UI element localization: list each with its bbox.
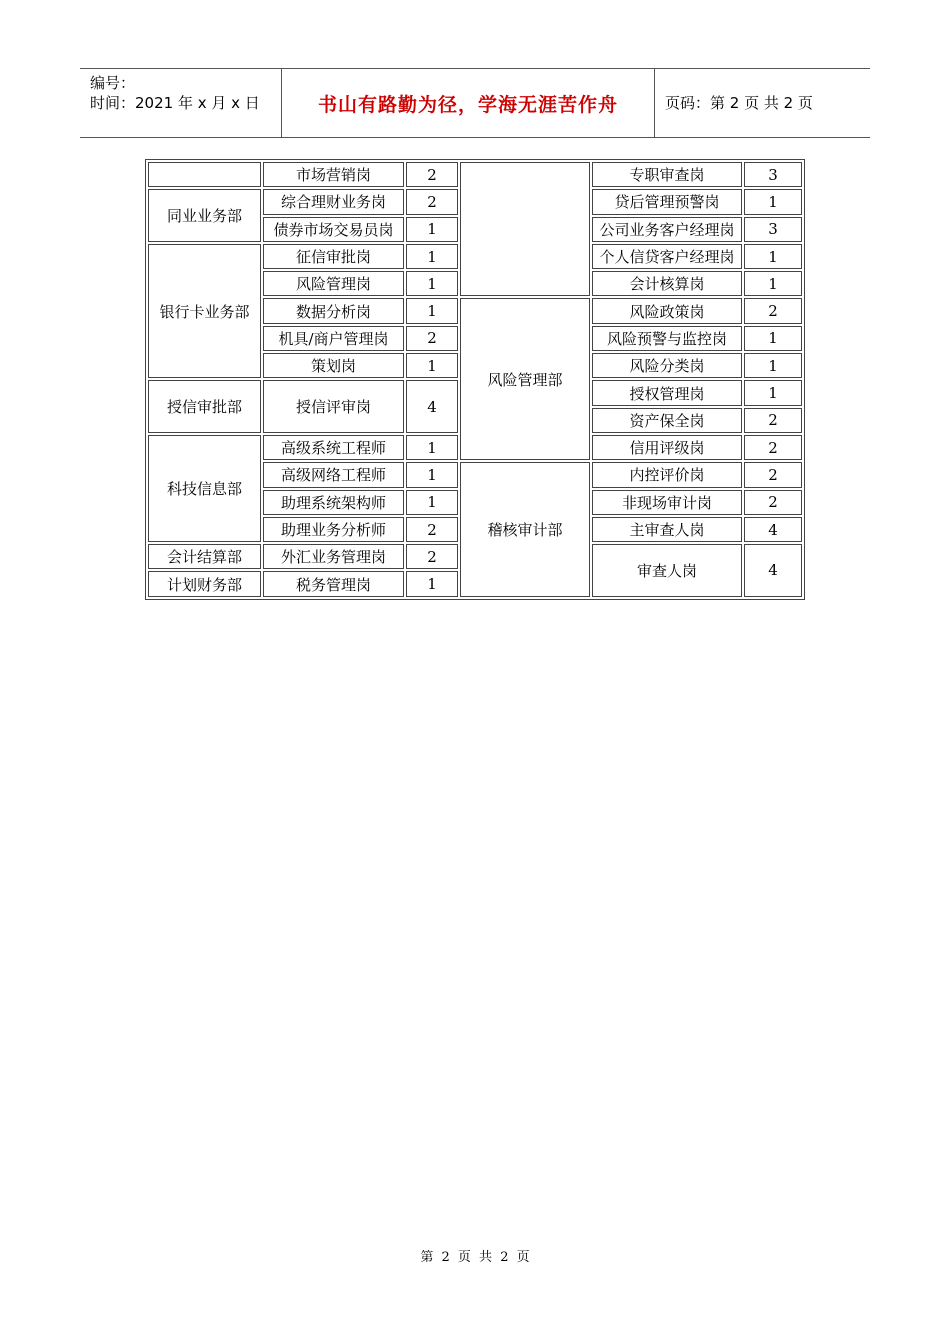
dept-cell: 授信审批部 [148,380,261,433]
count-cell: 1 [406,271,458,296]
count-cell: 2 [744,408,802,433]
post-cell: 助理系统架构师 [263,490,404,515]
post-cell: 市场营销岗 [263,162,404,187]
post-cell: 综合理财业务岗 [263,189,404,214]
count-cell: 1 [406,298,458,323]
post-cell: 贷后管理预警岗 [592,189,742,214]
post-cell: 征信审批岗 [263,244,404,269]
count-cell: 2 [406,544,458,569]
post-cell: 机具/商户管理岗 [263,326,404,351]
dept-cell [460,162,590,296]
count-cell: 1 [406,571,458,596]
count-cell: 1 [744,244,802,269]
post-cell: 策划岗 [263,353,404,378]
header-motto-cell [282,69,655,137]
post-cell: 风险管理岗 [263,271,404,296]
post-cell: 授权管理岗 [592,380,742,405]
dept-cell: 同业业务部 [148,189,261,242]
dept-cell: 会计结算部 [148,544,261,569]
count-cell: 1 [406,490,458,515]
count-cell: 4 [744,544,802,597]
count-cell: 2 [744,298,802,323]
count-cell: 2 [406,326,458,351]
post-cell: 专职审查岗 [592,162,742,187]
page-header [80,68,870,138]
post-cell: 资产保全岗 [592,408,742,433]
count-cell: 3 [744,162,802,187]
post-cell: 风险分类岗 [592,353,742,378]
count-cell: 2 [744,462,802,487]
table-row [148,162,802,187]
count-cell: 1 [744,380,802,405]
count-cell: 1 [406,462,458,487]
post-cell: 非现场审计岗 [592,490,742,515]
dept-cell: 银行卡业务部 [148,244,261,378]
dept-cell: 风险管理部 [460,298,590,460]
post-cell: 风险政策岗 [592,298,742,323]
count-cell: 1 [406,244,458,269]
count-cell: 1 [406,435,458,460]
staffing-table [145,159,805,600]
count-cell: 3 [744,217,802,242]
page-code-label: 页码：第 2 页 共 2 页 [665,94,813,112]
count-cell: 2 [744,490,802,515]
count-cell: 4 [744,517,802,542]
post-cell: 债券市场交易员岗 [263,217,404,242]
count-cell: 1 [744,189,802,214]
count-cell: 2 [406,162,458,187]
post-cell: 风险预警与监控岗 [592,326,742,351]
post-cell: 数据分析岗 [263,298,404,323]
post-cell: 税务管理岗 [263,571,404,596]
post-cell: 外汇业务管理岗 [263,544,404,569]
post-cell: 个人信贷客户经理岗 [592,244,742,269]
count-cell: 1 [744,353,802,378]
doc-number-label: 编号： [90,74,136,92]
dept-cell [148,162,261,187]
post-cell: 内控评价岗 [592,462,742,487]
post-cell: 高级网络工程师 [263,462,404,487]
post-cell: 信用评级岗 [592,435,742,460]
motto-text: 书山有路勤为径，学海无涯苦作舟 [317,93,618,116]
count-cell: 1 [744,271,802,296]
doc-time-label: 时间：2021 年 x 月 x 日 [90,94,260,112]
post-cell: 审查人岗 [592,544,742,597]
count-cell: 1 [744,326,802,351]
post-cell: 公司业务客户经理岗 [592,217,742,242]
post-cell: 高级系统工程师 [263,435,404,460]
count-cell: 1 [406,353,458,378]
dept-cell: 计划财务部 [148,571,261,596]
count-cell: 1 [406,217,458,242]
post-cell: 主审查人岗 [592,517,742,542]
count-cell: 2 [744,435,802,460]
header-page-cell [655,69,870,137]
count-cell: 4 [406,380,458,433]
post-cell: 授信评审岗 [263,380,404,433]
post-cell: 助理业务分析师 [263,517,404,542]
header-meta-cell [80,69,282,137]
count-cell: 2 [406,189,458,214]
post-cell: 会计核算岗 [592,271,742,296]
dept-cell: 科技信息部 [148,435,261,542]
page-footer: 第 2 页 共 2 页 [420,1250,530,1265]
dept-cell: 稽核审计部 [460,462,590,596]
count-cell: 2 [406,517,458,542]
